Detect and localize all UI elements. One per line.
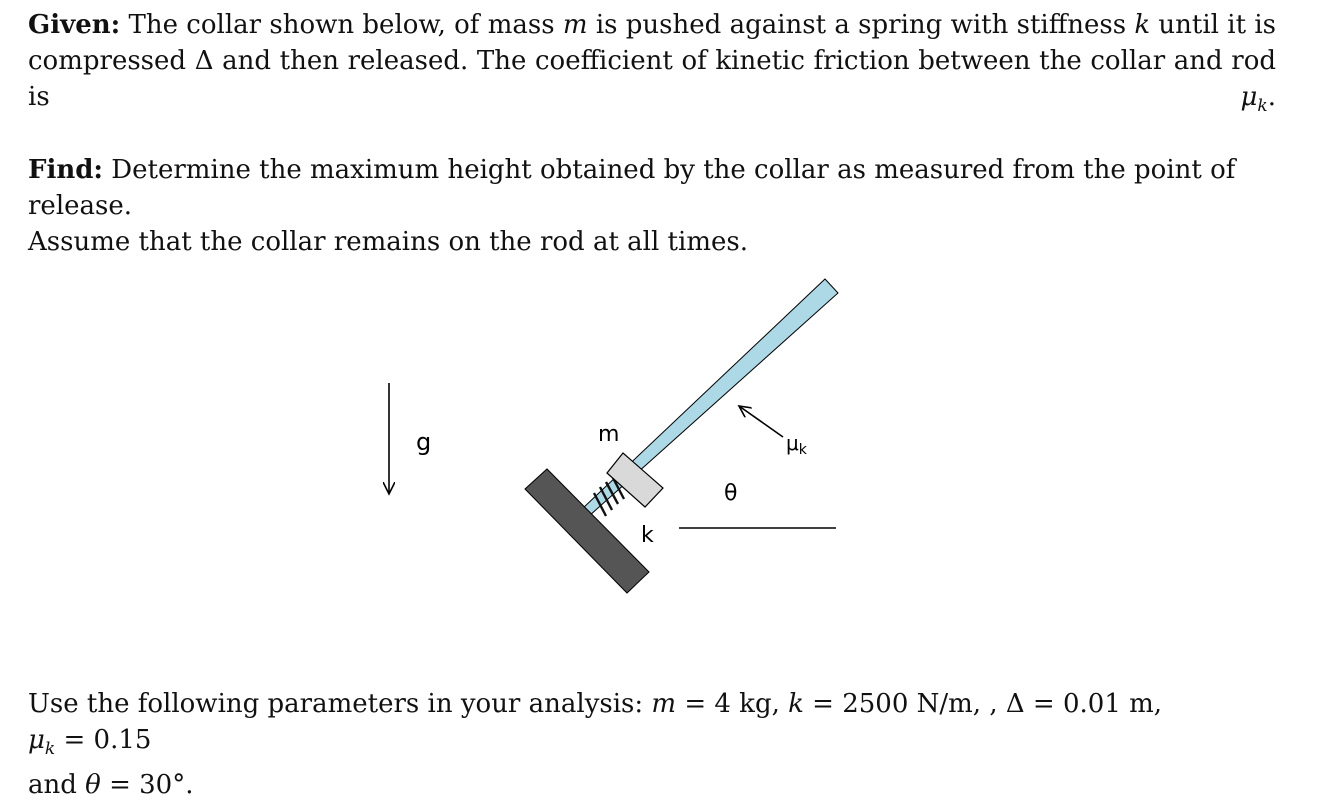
given-text-4: and then released. The coefficient of kinetic friction between the collar and rod is <box>28 46 1277 112</box>
param-m-value: = 4 kg, <box>684 689 780 719</box>
params-paragraph <box>28 686 1276 803</box>
params-intro: Use the following parameters in your analysis: <box>28 689 644 719</box>
given-text-1: The collar shown below, of mass <box>128 10 555 40</box>
param-mu-var: $\mu_k$ <box>28 725 56 760</box>
given-var-k: k <box>1134 10 1151 40</box>
find-line-1 <box>28 152 1276 224</box>
params-line-1 <box>28 686 1276 767</box>
given-var-mu: $\mu_k$ <box>1240 82 1268 117</box>
param-k-var: k <box>788 689 804 719</box>
param-theta-var: θ <box>85 770 101 801</box>
mass-label: m <box>598 422 620 447</box>
find-label: Find: <box>28 155 104 185</box>
find-paragraph <box>28 152 1276 260</box>
params-and: and <box>28 770 77 801</box>
given-paragraph <box>28 7 1276 160</box>
given-var-m: m <box>562 10 588 40</box>
params-line-2 <box>28 767 1276 803</box>
angle-label: θ <box>724 481 738 506</box>
param-theta-value: = 30°. <box>109 770 194 801</box>
given-end: . <box>1267 82 1276 112</box>
param-mu-value: = 0.15 <box>63 725 152 755</box>
friction-label: $\mu_k$ <box>786 431 807 458</box>
gravity-label: g <box>416 428 432 456</box>
param-delta-var: Δ <box>1005 689 1025 719</box>
spring-label: k <box>641 523 654 548</box>
given-var-delta: Δ <box>194 46 214 76</box>
given-text-3: until it is compressed <box>28 10 1276 76</box>
find-text-1: Determine the maximum height obtained by the collar as measured from the point of release. <box>28 155 1236 221</box>
find-line-2: Assume that the collar remains on the rod at all times. <box>28 227 748 257</box>
given-label: Given: <box>28 10 121 40</box>
param-delta-value: = 0.01 m, <box>1032 689 1163 719</box>
param-m-var: m <box>651 689 677 719</box>
given-text-2: is pushed against a spring with stiffness <box>595 10 1127 40</box>
param-k-value: = 2500 N/m, , <box>812 689 998 719</box>
collar-rod-diagram <box>360 265 840 600</box>
friction-arrow <box>739 406 783 437</box>
